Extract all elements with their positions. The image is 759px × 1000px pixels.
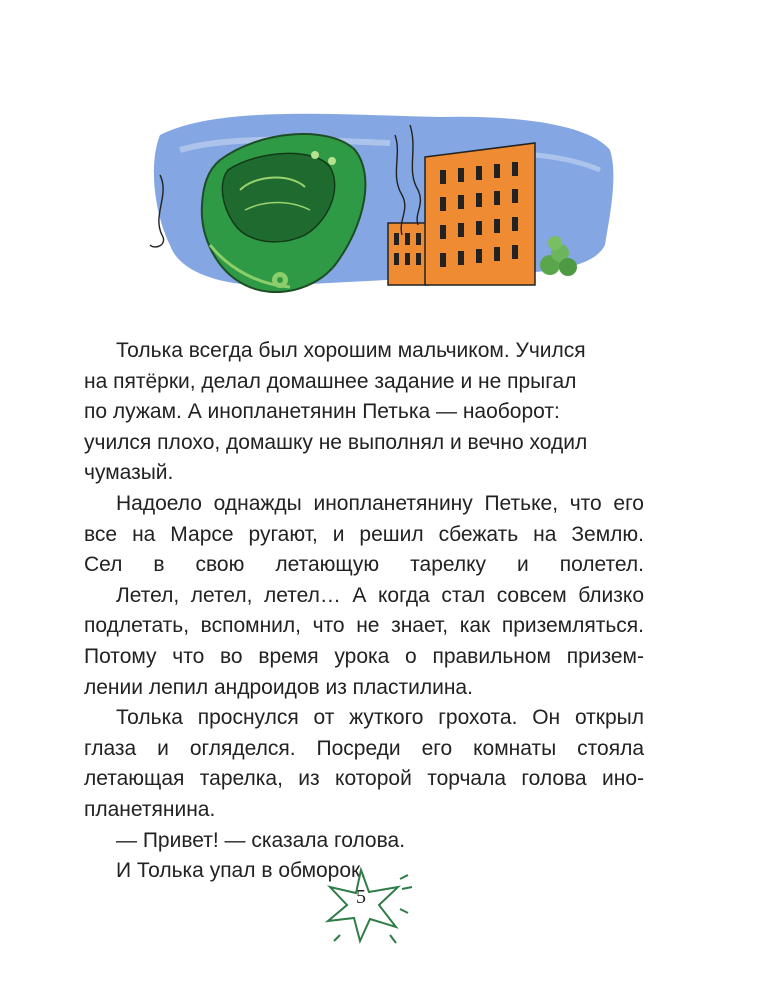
paragraph	[84, 581, 644, 703]
text-line: Потому что во время урока о правильном призем-	[84, 644, 644, 668]
text-line: чумазый.	[84, 461, 174, 485]
text-line: все на Марсе ругают, и решил сбежать на Землю.	[84, 522, 644, 546]
text-line: глаза и огляделся. Посреди его комнаты стояла	[84, 736, 644, 760]
paragraph	[84, 703, 644, 825]
text-line: учился плохо, домашку не выполнял и вечно ходил	[84, 430, 588, 454]
text-line: — Привет! — сказала голова.	[116, 828, 406, 852]
text-line: Толька проснулся от жуткого грохота. Он открыл	[116, 706, 644, 730]
text-line: Сел в свою летающую тарелку и полетел.	[84, 553, 644, 577]
text-line: подлетать, вспомнил, что не знает, как приземляться.	[84, 614, 644, 638]
text-line: лении лепил андроидов из пластилина.	[84, 675, 473, 699]
text-line: на пятёрки, делал домашнее задание и не прыгал	[84, 369, 577, 393]
text-line: Летел, летел, летел… А когда стал совсем близко	[116, 583, 644, 607]
flying-saucer-illustration	[140, 95, 620, 330]
text-line: летающая тарелка, из которой торчала голова ино-	[84, 767, 644, 791]
page-number: 5	[356, 886, 366, 908]
story-text	[84, 336, 644, 887]
text-line: по лужам. А инопланетянин Петька — наоборот:	[84, 400, 560, 424]
text-line: Надоело однажды инопланетянину Петьке, что его	[116, 491, 644, 515]
text-line: планетянина.	[84, 797, 216, 821]
paragraph	[84, 336, 644, 489]
paragraph	[84, 826, 644, 857]
paragraph	[84, 489, 644, 581]
text-line: И Толька упал в обморок.	[116, 859, 367, 883]
text-line: Толька всегда был хорошим мальчиком. Учился	[116, 339, 586, 362]
